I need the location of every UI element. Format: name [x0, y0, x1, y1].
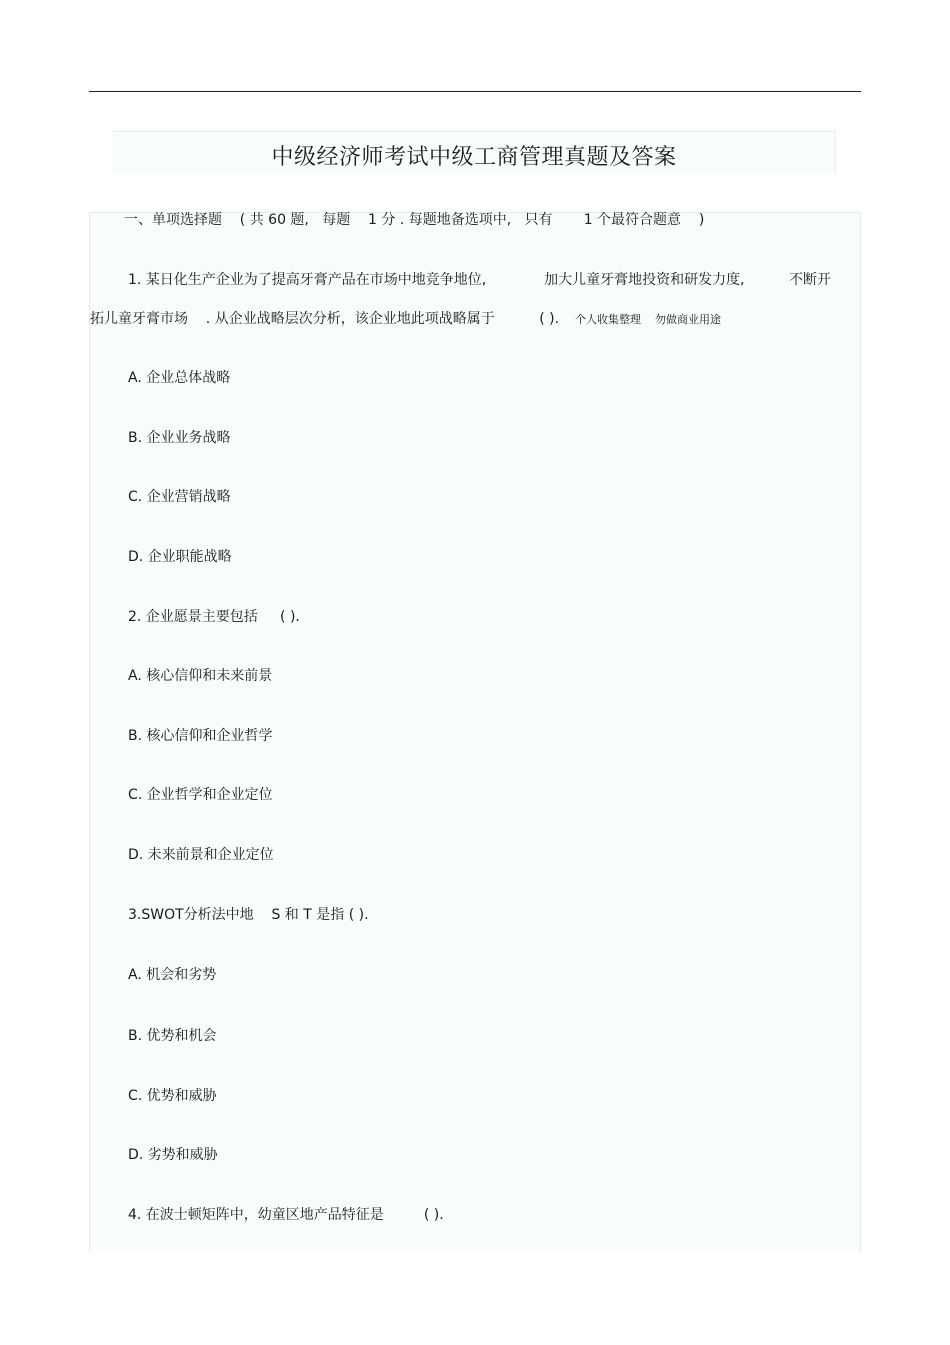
question-1-line-1: 1. 某日化生产企业为了提高牙膏产品在市场中地竞争地位, 加大儿童牙膏地投资和研发力度, 不断开 [128, 272, 832, 288]
q3-option-c: C. 优势和威胁 [128, 1088, 217, 1104]
q2-option-d: D. 未来前景和企业定位 [128, 847, 274, 863]
q2-option-a: A. 核心信仰和未来前景 [128, 668, 273, 684]
document-title: 中级经济师考试中级工商管理真题及答案 [271, 145, 677, 170]
question-1-line-2-text: 拓儿童牙膏市场 . 从企业战略层次分析，该企业地此项战略属于 ( ). [90, 311, 560, 327]
q2-option-c: C. 企业哲学和企业定位 [128, 787, 273, 803]
question-3: 3.SWOT分析法中地 S 和 T 是指 ( ). [128, 907, 369, 923]
q1-option-c: C. 企业营销战略 [128, 489, 231, 505]
watermark-text: 个人收集整理 勿做商业用途 [575, 313, 722, 326]
question-4: 4. 在波士顿矩阵中，幼童区地产品特征是 ( ). [128, 1207, 444, 1223]
q3-option-d: D. 劣势和威胁 [128, 1147, 218, 1163]
question-1-line-2 [90, 311, 721, 328]
question-2: 2. 企业愿景主要包括 ( ). [128, 609, 300, 625]
q3-option-b: B. 优势和机会 [128, 1028, 217, 1044]
q1-option-a: A. 企业总体战略 [128, 370, 231, 386]
header-rule [89, 91, 861, 92]
q3-option-a: A. 机会和劣势 [128, 967, 217, 983]
title-box [113, 131, 836, 173]
q1-option-d: D. 企业职能战略 [128, 549, 232, 565]
q1-option-b: B. 企业业务战略 [128, 430, 231, 446]
section-heading: 一、单项选择题 ( 共 60 题, 每题 1 分 . 每题地备选项中, 只有 1 个最符合题意 ) [124, 212, 705, 228]
q2-option-b: B. 核心信仰和企业哲学 [128, 728, 273, 744]
